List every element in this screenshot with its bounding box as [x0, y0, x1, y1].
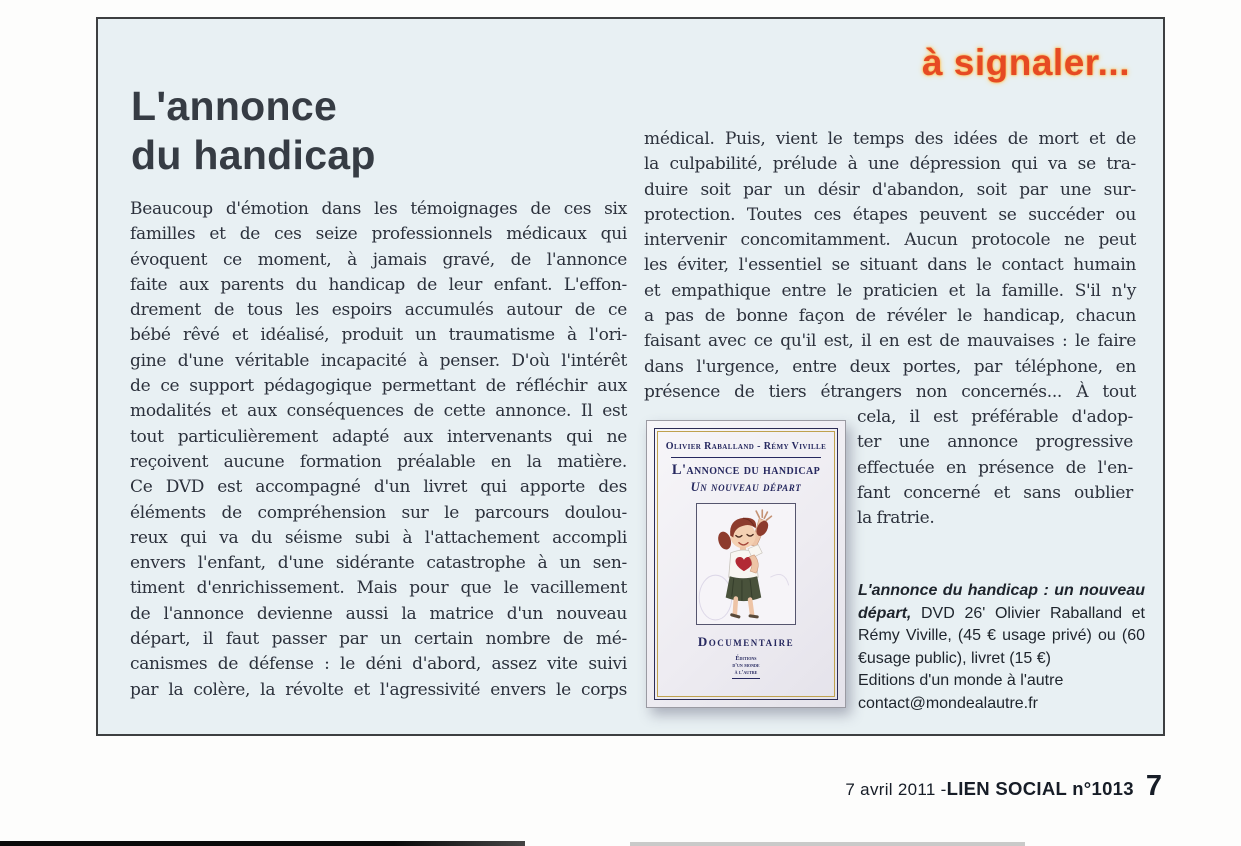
dvd-subtitle: Un nouveau départ	[690, 480, 802, 494]
text-line: par la colère, la révolte et l'agressivité envers le corps	[130, 679, 627, 700]
publisher-line2: d'un monde	[732, 663, 760, 669]
text-line: dans l'urgence, entre deux portes, par téléphone, en	[644, 356, 1136, 377]
text-line: les éviter, l'essentiel se situant dans le contact humain	[644, 255, 1136, 276]
text-line: faisant avec ce qu'il est, il en est de mauvaises : le faire	[644, 331, 1136, 352]
section-header: à signaler...	[921, 42, 1130, 83]
footer-journal-name: LIEN SOCIAL n°1013	[946, 778, 1134, 799]
text-line: reçoivent aucune formation préalable en la matière.	[130, 451, 627, 472]
text-line: effectuée en présence de l'en-	[857, 457, 1133, 478]
text-line: éléments de compréhension sur le parcours doulou-	[130, 502, 627, 523]
text-line: reux qui va du séisme subi à l'attachement accompli	[130, 527, 627, 548]
dvd-authors: Olivier Raballand - Rémy Viville	[665, 441, 827, 452]
text-line: de l'annonce devienne aussi la matrice d'un nouveau	[130, 603, 627, 624]
text-line: Beaucoup d'émotion dans les témoignages de ces six	[130, 199, 627, 219]
caption-details: DVD 26' Olivier Raballand et Rémy Viville, (45 € usage privé) ou (60 €usage public), livret (15 €)	[858, 604, 1145, 667]
dvd-genre: Documentaire	[697, 634, 795, 649]
right-column-text	[644, 127, 1136, 405]
text-line: évoquent ce moment, à jamais gravé, de l'annonce	[130, 249, 627, 270]
caption-publisher: Editions d'un monde à l'autre	[858, 672, 1064, 689]
text-line: timent d'enrichissement. Mais pour que le vacillement	[130, 578, 627, 599]
dvd-cover	[646, 420, 846, 708]
scan-artifact	[630, 842, 1025, 846]
footer-page-number: 7	[1145, 770, 1162, 802]
scan-artifact	[0, 841, 525, 846]
text-line: protection. Toutes ces étapes peuvent se succéder ou	[644, 204, 1136, 225]
right-column-wrap-text	[857, 405, 1133, 531]
text-line: Ce DVD est accompagné d'un livret qui apporte des	[130, 477, 627, 498]
dvd-caption	[858, 580, 1145, 715]
text-line: la culpabilité, prélude à une dépression qui va se tra-	[644, 154, 1136, 175]
text-line: gine d'une véritable incapacité à penser. D'où l'intérêt	[130, 350, 627, 371]
left-column-text	[130, 197, 627, 703]
text-line: de ce support pédagogique permettant de réfléchir aux	[130, 376, 627, 397]
publisher-line1: Éditions	[735, 656, 757, 662]
text-line: intervenir concomitamment. Aucun protocole ne peut	[644, 230, 1136, 251]
page-footer	[845, 770, 1162, 803]
publisher-line3: à l'autre	[734, 670, 758, 676]
text-line: départ, il faut passer par un certain nombre de mé-	[130, 629, 627, 650]
text-line: envers l'enfant, d'une sidérante catastrophe à un sen-	[130, 553, 627, 574]
text-line: duire soit par un désir d'abandon, soit par une sur-	[644, 179, 1136, 200]
text-line: a pas de bonne façon de révéler le handicap, chacun	[644, 306, 1136, 327]
text-line: modalités et aux conséquences de cette annonce. Il est	[130, 401, 627, 422]
caption-title: L'annonce du handicap : un nouveau départ,	[858, 582, 1145, 622]
article-title	[131, 82, 376, 180]
text-line: tout particulièrement adapté aux intervenants qui ne	[130, 426, 627, 447]
text-line: présence de tiers étrangers non concernés... À tout	[644, 381, 1136, 402]
article-title-line1: L'annonce	[131, 83, 338, 129]
text-line: faite aux parents du handicap de leur enfant. L'effon-	[130, 274, 627, 295]
dvd-title: L'annonce du handicap	[671, 462, 821, 478]
text-line: la fratrie.	[857, 508, 935, 529]
text-line: cela, il est préférable d'adop-	[857, 407, 1133, 427]
text-line: bébé rêvé et idéalisé, produit un traumatisme à l'ori-	[130, 325, 627, 346]
footer-date: 7 avril 2011 -	[845, 780, 947, 799]
text-line: familles et de ces seize professionnels médicaux qui	[130, 224, 627, 245]
text-line: et empathique entre le praticien et la famille. S'il n'y	[644, 280, 1136, 301]
text-line: fant concerné et sans oublier	[857, 482, 1133, 503]
text-line: ter une annonce progressive	[857, 432, 1133, 453]
caption-paragraph	[858, 580, 1145, 670]
dvd-cover-content	[659, 433, 833, 695]
text-line: médical. Puis, vient le temps des idées de mort et de	[644, 129, 1136, 149]
dvd-illustration	[696, 503, 796, 625]
girl-drawing-image	[697, 504, 795, 624]
dvd-rule	[671, 457, 821, 458]
publisher-logo	[732, 656, 759, 679]
article-title-line2: du handicap	[131, 132, 376, 178]
text-line: drement de tous les espoirs accumulés autour de ce	[130, 300, 627, 321]
text-line: canismes de défense : le déni d'abord, assez vite suivi	[130, 654, 627, 675]
caption-contact-email: contact@mondealautre.fr	[858, 694, 1038, 712]
